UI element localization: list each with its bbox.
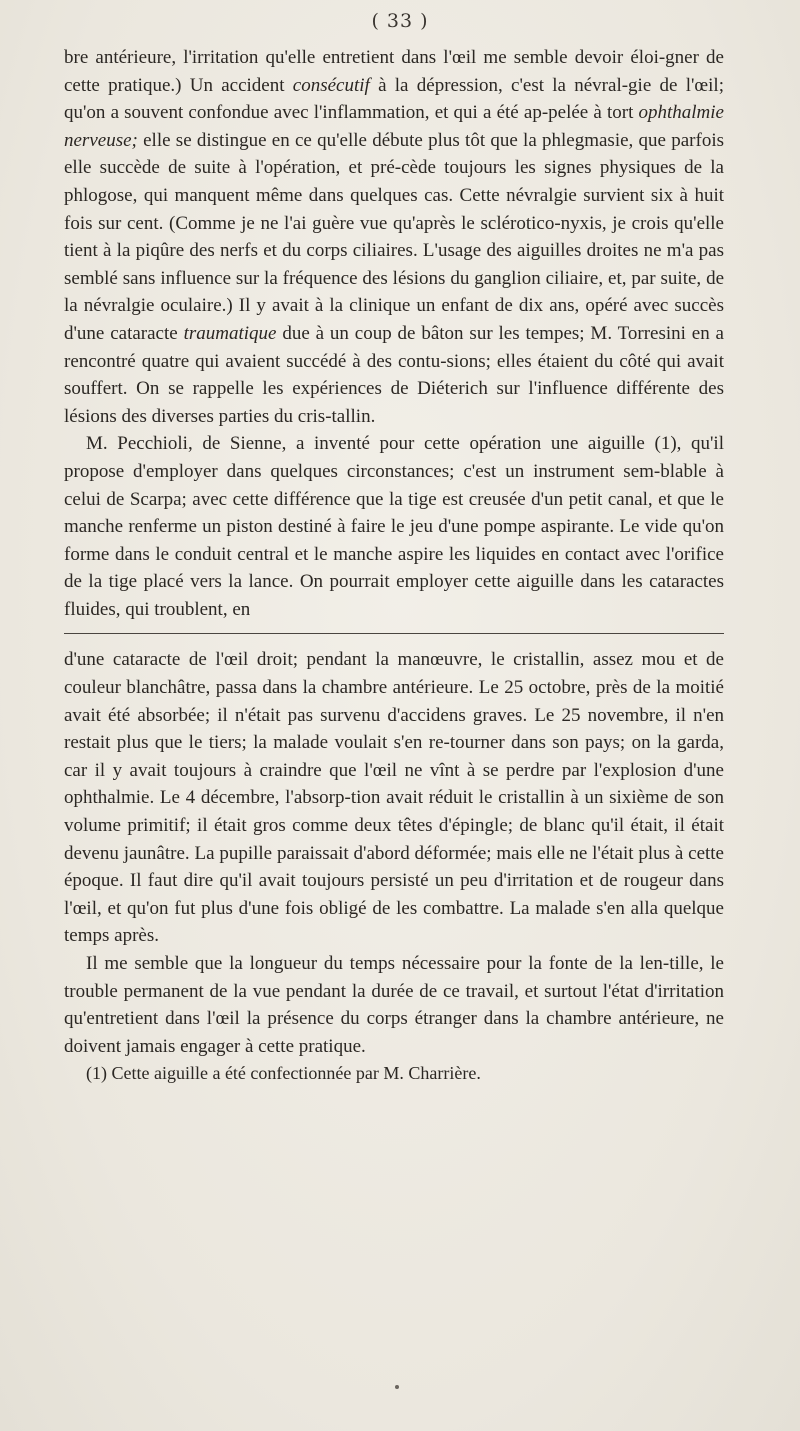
- italic-term: ophthalmie nerveuse;: [64, 102, 724, 151]
- italic-term: consécutif: [292, 74, 370, 96]
- paragraph-3: [64, 646, 724, 950]
- italic-term: traumatique: [183, 322, 277, 344]
- text-run: d'une cataracte de l'œil droit; pendant la manœuvre, le cristallin, assez mou et de couleur blanchâtre, passa dans la chambre antérieure. Le 25 octobre, près de la moitié avait été absorbée; il n'était pas survenu d'accidens graves. Le 25 novembre, il n'en restait plus que le tiers; la malade voulait s'en re-tourner dans son pays; on la garda, car il y avait toujours à craindre que l'œil ne vînt à se perdre par l'explosion d'une ophthalmie. Le 4 décembre, l'absorp-tion avait réduit le cristallin à un sixième de son volume primitif; il était gros comme deux têtes d'épingle; de blanc qu'il était, il était devenu jaunâtre. La pupille paraissait d'abord déformée; mais elle ne l'était plus à cette époque. Il faut dire qu'il avait toujours persisté un peu d'irritation et de rougeur dans l'œil, et qu'on fut plus d'une fois obligé de les combattre. La malade s'en alla quelque temps après.: [64, 649, 724, 947]
- text-run: due à un coup de bâton sur les tempes; M. Torresini en a rencontré quatre qui avaient succédé à des contu-sions; elles étaient du côté qui avait souffert. On se rappelle les expériences de Diéterich sur l'influence différente des lésions des diverses parties du cris-tallin.: [64, 322, 724, 427]
- paragraph-4: [64, 950, 724, 1060]
- paragraph-2: [64, 430, 724, 623]
- text-run: bre antérieure, l'irritation qu'elle entretient dans l'œil me semble devoir éloi-gner de cette pratique.) Un accident: [64, 47, 724, 96]
- text-run: à la dépression, c'est la névral-gie de l'œil; qu'on a souvent confondue avec l'inflammation, et qui a été ap-pelée à tort: [64, 74, 724, 124]
- paragraph-1: [64, 44, 724, 430]
- stray-mark: [395, 1385, 399, 1389]
- text-run: M. Pecchioli, de Sienne, a inventé pour cette opération une aiguille (1), qu'il propose d'employer dans quelques circonstances; c'est un instrument sem-blable à celui de Scarpa; avec cette différence que la tige est creusée d'un petit canal, et que le manche renferme un piston destiné à faire le jeu d'une pompe aspirante. Le vide qu'on forme dans le conduit central et le manche aspire les liquides en contact avec l'orifice de la tige placé vers la lance. On pourrait employer cette aiguille dans les cataractes fluides, qui troublent, en: [64, 433, 724, 620]
- footnote-rule: [64, 633, 724, 634]
- page-number: ( 33 ): [371, 10, 429, 32]
- text-run: elle se distingue en ce qu'elle débute plus tôt que la phlegmasie, que parfois elle succède de suite à l'opération, et pré-cède toujours les signes physiques de la phlogose, qui manquent même dans quelques cas. Cette névralgie survient six à huit fois sur cent. (Comme je ne l'ai guère vue qu'après le sclérotico-nyxis, je crois qu'elle tient à la piqûre des nerfs et du corps ciliaires. L'usage des aiguilles droites ne m'a pas semblé sans influence sur la fréquence des lésions du ganglion ciliaire, et, par suite, de la névralgie oculaire.) Il y avait à la clinique un enfant de dix ans, opéré avec succès d'une cataracte: [64, 129, 724, 344]
- main-text: [64, 44, 724, 1086]
- footnote: (1) Cette aiguille a été confectionnée par M. Charrière.: [86, 1063, 481, 1084]
- text-run: Il me semble que la longueur du temps nécessaire pour la fonte de la len-tille, le trouble permanent de la vue pendant la durée de ce travail, et surtout l'état d'irritation qu'entretient dans l'œil la présence du corps étranger dans la chambre antérieure, ne doivent jamais engager à cette pratique.: [64, 953, 724, 1057]
